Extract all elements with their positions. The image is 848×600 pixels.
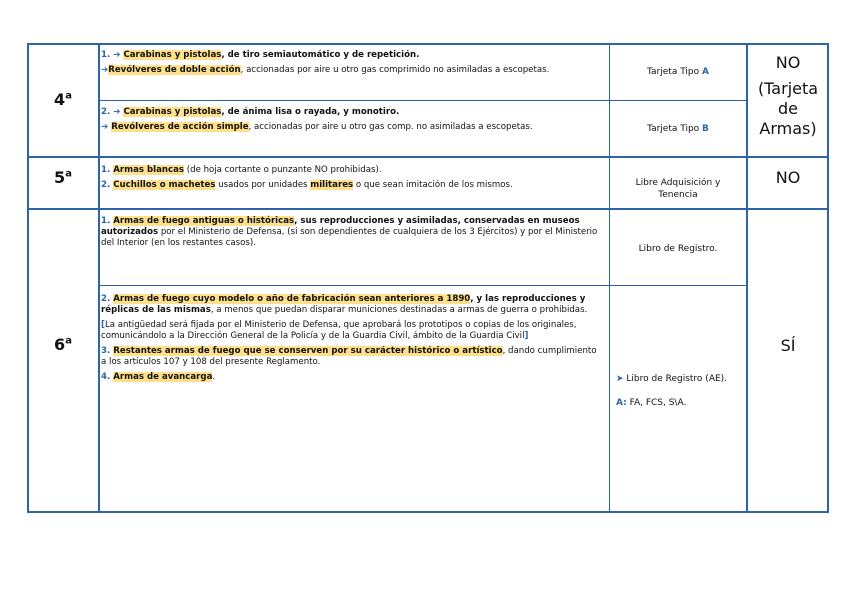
category-6-item-1 (101, 216, 601, 253)
category-4 (28, 90, 98, 109)
doc-label: Tarjeta Tipo (647, 67, 702, 77)
category-5-result: NO (775, 168, 801, 187)
highlight-text: Armas de avancarga (113, 372, 213, 382)
doc-label: Tarjeta Tipo (647, 124, 703, 134)
item-number: 4. (101, 372, 114, 382)
result-line: Armas) (759, 119, 817, 138)
arrow-icon: ➔ (101, 65, 109, 75)
category-6-result: SÍ (780, 336, 796, 355)
category-number: 5 (54, 168, 66, 187)
item-text: , dando cumplimiento a los artículos 107 y 108 del presente Reglamento. (101, 346, 597, 367)
item-text: . (212, 372, 216, 382)
item-number: 3. (101, 346, 114, 356)
category-sup: a (65, 168, 72, 180)
doc-text: Libro de Registro (AE). (623, 374, 728, 384)
item-number: 2. (101, 294, 114, 304)
item-number: 1. ➔ (101, 50, 124, 60)
category-sup: a (65, 335, 72, 347)
item-text: por el Ministerio de Defensa, (si son dependientes de cualquiera de los 3 Ejércitos) y por el Ministerio del Interior (en los restantes casos). (101, 227, 598, 248)
highlight-text: Revólveres de acción simple (111, 122, 249, 132)
bracket: ] (524, 331, 529, 341)
highlight-text: Armas blancas (113, 165, 185, 175)
category-4-item-2 (101, 107, 601, 137)
category-6-item-1-document: Libro de Registro. (638, 244, 718, 254)
item-text: (de hoja cortante o punzante NO prohibidas). (184, 165, 382, 175)
row-divider (98, 285, 746, 286)
category-5-document: Libre Adquisición y Tenencia (635, 178, 721, 200)
doc-type: B (702, 124, 709, 134)
item-text: , a menos que puedan disparar municiones destinadas a armas de guerra o prohibidas. (210, 305, 588, 315)
category-4-item-1-document (613, 66, 743, 78)
bracket: [ (101, 320, 105, 330)
item-number: 2. (101, 180, 114, 190)
result-line: NO (775, 53, 801, 72)
item-number: 1. (101, 216, 114, 226)
highlight-text: Armas de fuego cuyo modelo o año de fabricación sean anteriores a 1890 (113, 294, 471, 304)
row-divider (98, 100, 746, 101)
note-text: La antigüedad será fijada por el Ministerio de Defensa, que aprobará los prototipos o copias de los originales, comunicándolo a la Dirección General de la Policía y de la Guardia Civil, ámbito de la Guardia Civil (101, 320, 577, 341)
category-number: 6 (54, 335, 66, 354)
doc-type: A (702, 67, 709, 77)
item-text: , accionadas por aire u otro gas comp. no asimiladas a escopetas. (248, 122, 533, 132)
category-4-item-2-document (613, 123, 743, 135)
doc-text: FA, FCS, S\A. (626, 398, 687, 408)
highlight-text: Cuchillos o machetes (113, 180, 216, 190)
category-6-items-2-4 (101, 294, 601, 387)
row-divider (27, 156, 829, 158)
item-number: 1. (101, 165, 114, 175)
category-4-item-1 (101, 50, 601, 80)
item-text: , y las reproducciones y réplicas de las mismas (101, 294, 586, 315)
highlight-text: Armas de fuego antiguas o históricas (113, 216, 295, 226)
item-text: , accionadas por aire u otro gas comprimido no asimiladas a escopetas. (240, 65, 550, 75)
item-text: , de ánima lisa o rayada, y monotiro. (221, 107, 400, 117)
result-line: (Tarjeta (757, 79, 819, 98)
item-text: o que sean imitación de los mismos. (353, 180, 513, 190)
row-divider (27, 208, 829, 210)
category-4-result (748, 53, 828, 139)
category-6 (28, 335, 98, 354)
highlight-text: militares (310, 180, 354, 190)
category-5 (28, 168, 98, 187)
highlight-text: Carabinas y pistolas (123, 50, 222, 60)
result-line: de (778, 99, 798, 118)
highlight-text: Carabinas y pistolas (123, 107, 222, 117)
item-text: , sus reproducciones y asimiladas, conservadas en museos autorizados (101, 216, 580, 237)
arrow-icon: ➤ (616, 374, 624, 384)
item-text: usados por unidades (215, 180, 311, 190)
arrow-icon: ➔ (101, 122, 112, 132)
highlight-text: Revólveres de doble acción (108, 65, 241, 75)
category-5-items (101, 165, 601, 195)
category-sup: a (65, 90, 72, 102)
doc-prefix: A: (616, 398, 627, 408)
item-number: 2. ➔ (101, 107, 124, 117)
highlight-text: Restantes armas de fuego que se conserven por su carácter histórico o artístico (113, 346, 503, 356)
column-divider (609, 43, 610, 513)
column-divider (98, 43, 100, 513)
category-6-item-2-document (616, 373, 746, 409)
category-number: 4 (54, 90, 66, 109)
item-text: , de tiro semiautomático y de repetición. (221, 50, 420, 60)
